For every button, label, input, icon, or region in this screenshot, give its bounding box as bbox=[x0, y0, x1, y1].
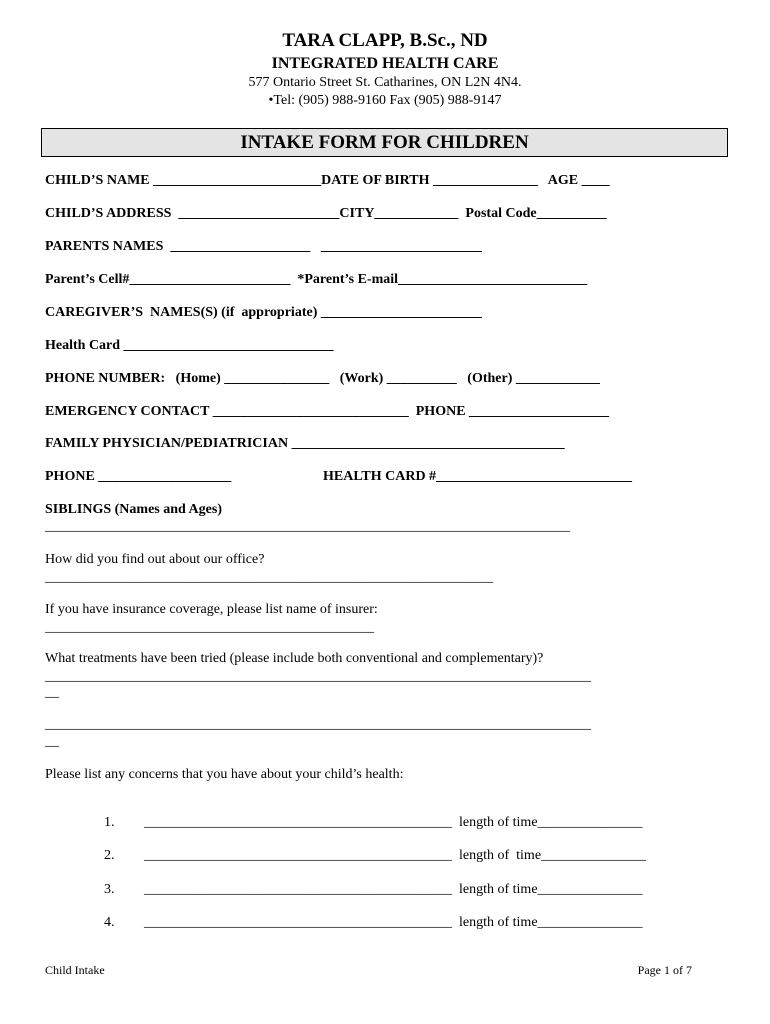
concern-number: 3. bbox=[104, 882, 115, 897]
treatments-answer-tail-2: __ bbox=[45, 734, 59, 749]
siblings-label: SIBLINGS (Names and Ages) bbox=[45, 502, 222, 517]
concern-number: 1. bbox=[104, 815, 115, 830]
phone-number-field[interactable]: PHONE NUMBER: (Home) _______________ (Work) __________ (Other) ____________ bbox=[45, 371, 600, 386]
treatments-question: What treatments have been tried (please include both conventional and complementary)? bbox=[45, 651, 544, 666]
caregivers-field[interactable]: CAREGIVER’S NAMES(S) (if appropriate) _______________________ bbox=[45, 305, 482, 320]
parents-cell-field[interactable]: Parent’s Cell#_______________________ *Parent’s E-mail___________________________ bbox=[45, 272, 588, 287]
clinic-phone-fax: •Tel: (905) 988-9160 Fax (905) 988-9147 bbox=[268, 93, 502, 108]
insurance-question: If you have insurance coverage, please list name of insurer: bbox=[45, 602, 378, 617]
concern-line[interactable]: ____________________________________________ length of time_______________ bbox=[144, 915, 643, 930]
concern-line[interactable]: ____________________________________________ length of time_______________ bbox=[144, 815, 643, 830]
footer-doc-name: Child Intake bbox=[45, 963, 105, 977]
family-physician-field[interactable]: FAMILY PHYSICIAN/PEDIATRICIAN _______________________________________ bbox=[45, 436, 565, 451]
concern-number: 2. bbox=[104, 848, 115, 863]
clinic-name: INTEGRATED HEALTH CARE bbox=[271, 55, 499, 72]
concern-item[interactable] bbox=[90, 899, 643, 947]
concern-number: 4. bbox=[104, 915, 115, 930]
concern-line[interactable]: ____________________________________________ length of time_______________ bbox=[144, 882, 643, 897]
health-card-field[interactable]: Health Card ______________________________ bbox=[45, 338, 334, 353]
concerns-question: Please list any concerns that you have about your child’s health: bbox=[45, 767, 404, 782]
find-out-question: How did you find out about our office? bbox=[45, 552, 265, 567]
form-title: INTAKE FORM FOR CHILDREN bbox=[41, 128, 728, 157]
concern-line[interactable]: ____________________________________________ length of time_______________ bbox=[144, 848, 647, 863]
treatments-answer-tail-1: __ bbox=[45, 685, 59, 700]
footer-page-number: Page 1 of 7 bbox=[637, 963, 692, 977]
emergency-contact-field[interactable]: EMERGENCY CONTACT ____________________________ PHONE ____________________ bbox=[45, 404, 610, 419]
letterhead bbox=[0, 30, 770, 110]
insurance-answer-line[interactable]: _______________________________________________ bbox=[45, 620, 374, 635]
clinic-address: 577 Ontario Street St. Catharines, ON L2N 4N4. bbox=[248, 75, 522, 90]
siblings-line[interactable]: ___________________________________________________________________________ bbox=[45, 519, 570, 534]
practitioner-name: TARA CLAPP, B.Sc., ND bbox=[282, 30, 488, 51]
treatments-answer-line-1[interactable]: ______________________________________________________________________________ bbox=[45, 669, 591, 684]
treatments-answer-line-2[interactable]: ______________________________________________________________________________ bbox=[45, 717, 591, 732]
find-out-answer-line[interactable]: ________________________________________________________________ bbox=[45, 570, 493, 585]
physician-health-card-field[interactable]: HEALTH CARD #____________________________ bbox=[323, 469, 633, 484]
childs-name-field[interactable]: CHILD’S NAME ________________________DATE OF BIRTH _______________ AGE ____ bbox=[45, 173, 610, 188]
childs-address-field[interactable]: CHILD’S ADDRESS _______________________CITY____________ Postal Code__________ bbox=[45, 206, 607, 221]
parents-names-field[interactable]: PARENTS NAMES ____________________ _______________________ bbox=[45, 239, 482, 254]
physician-phone-field[interactable]: PHONE ___________________ bbox=[45, 469, 232, 484]
